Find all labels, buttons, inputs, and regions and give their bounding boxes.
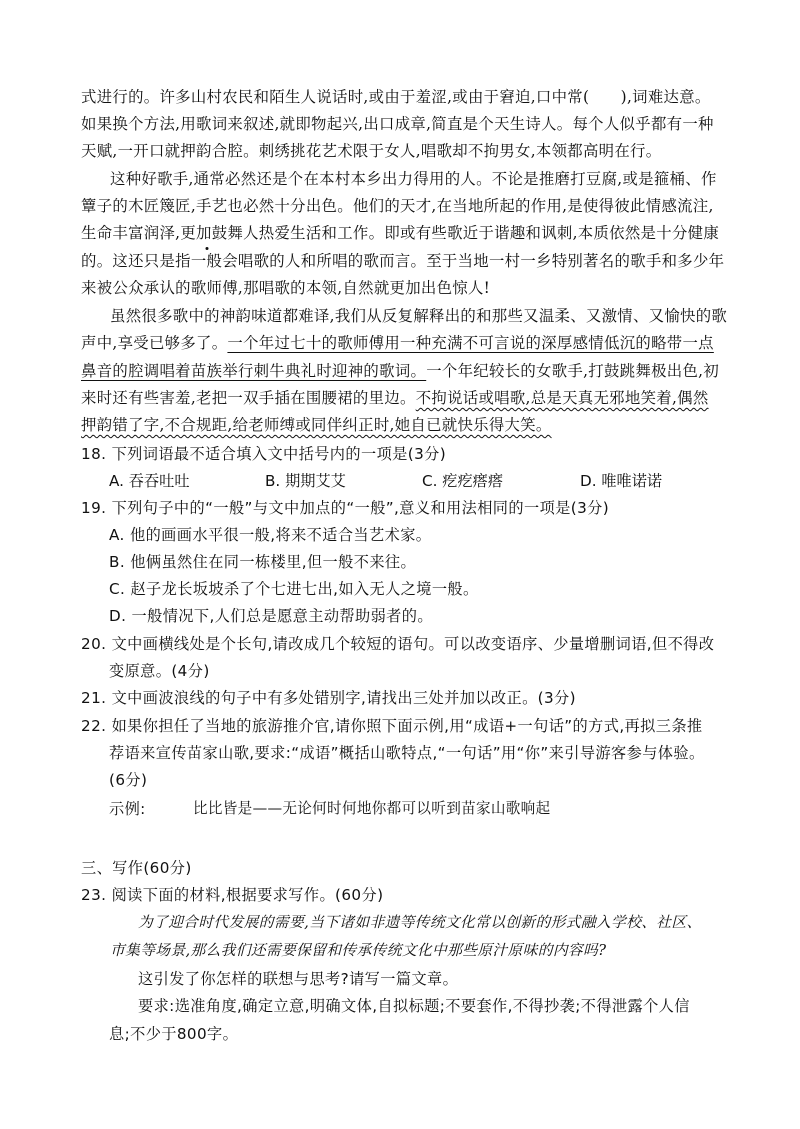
example-text: 比比皆是——无论何时何地你都可以听到苗家山歌响起 xyxy=(193,800,551,817)
q19-option-b: B. 他俩虽然住在同一栋楼里,但一般不来往。 xyxy=(109,553,417,571)
q19-option-a: A. 他的画画水平很一般,将来不适合当艺术家。 xyxy=(109,526,432,544)
underlined-sentence-part-1: 一个年过七十的歌师傅用一种充满不可言说的深厚感情低沉的略带一点 xyxy=(227,334,714,352)
dotted-word-yiban: 一般 xyxy=(190,252,223,270)
passage-line-2: 如果换个方法,用歌词来叙述,就即物起兴,出口成章,简直是个天生诗人。每个人似乎都有一种 xyxy=(81,115,714,133)
q18-option-a: A. 吞吞吐吐 xyxy=(109,472,190,490)
q19-option-c: C. 赵子龙长坂坡杀了个七进七出,如入无人之境一般。 xyxy=(109,580,479,598)
passage-line-8: 来被公众承认的歌师傅,那唱歌的本领,自然就更加出色惊人! xyxy=(81,279,491,297)
question-22-line-2: 荐语来宣传苗家山歌,要求:“成语”概括山歌特点,“一句话”用“你”来引导游客参与体验。 xyxy=(109,744,705,762)
passage-line-3: 天赋,一开口就押韵合腔。刺绣挑花艺术限于女人,唱歌却不拘男女,本领都高明在行。 xyxy=(81,142,662,160)
question-22-line-1: 22. 如果你担任了当地的旅游推介官,请你照下面示例,用“成语+一句话”的方式,再拟三条推 xyxy=(81,717,703,735)
material-line-1: 为了迎合时代发展的需要,当下诸如非遗等传统文化常以创新的形式融入学校、社区、 xyxy=(138,914,702,931)
example-label: 示例: xyxy=(109,800,146,818)
question-18-options xyxy=(109,470,709,492)
q18-option-d: D. 唯唯诺诺 xyxy=(580,472,663,490)
passage-line-9: 虽然很多歌中的神韵味道都难译,我们从反复解释出的和那些又温柔、又激情、又愉快的歌 xyxy=(110,307,728,325)
passage-line-7-end: 会唱歌的人和所唱的歌而言。至于当地一村一乡特别著名的歌手和多少年 xyxy=(222,252,725,270)
passage-line-13 xyxy=(81,414,552,436)
passage-line-12 xyxy=(81,387,709,409)
wavy-sentence-part-2: 押韵错了字,不合规距,给老师缚或同伴纠正时,她自已就快乐得大笑。 xyxy=(81,416,552,434)
passage-line-7-start: 的。这还只是指 xyxy=(81,252,191,270)
question-21: 21. 文中画波浪线的句子中有多处错别字,请找出三处并加以改正。(3分) xyxy=(81,689,576,707)
passage-line-5: 簟子的木匠篾匠,手艺也必然十分出色。他们的天才,在当地所起的作用,是使得彼此情感流注, xyxy=(81,197,714,215)
wavy-sentence-part-1: 不拘说话或唱歌,总是天真无邪地笑着,偶然 xyxy=(415,389,709,407)
question-22-line-3: (6分) xyxy=(109,771,148,789)
passage-line-11 xyxy=(81,360,719,382)
passage-line-4: 这种好歌手,通常必然还是个在本村本乡出力得用的人。不论是推磨打豆腐,或是箍桶、作 xyxy=(110,170,717,188)
passage-line-1: 式进行的。许多山村农民和陌生人说话时,或由于羞涩,或由于窘迫,口中常( ),词难达意。 xyxy=(81,88,711,106)
passage-line-10 xyxy=(81,332,714,354)
passage-line-10-start: 声中,享受已够多了。 xyxy=(81,334,228,352)
requirements-line-1: 要求:选准角度,确定立意,明确文体,自拟标题;不要套作,不得抄袭;不得泄露个人信 xyxy=(138,997,690,1015)
q19-option-d: D. 一般情况下,人们总是愿意主动帮助弱者的。 xyxy=(109,607,433,625)
passage-line-11-end: 一个年纪较长的女歌手,打鼓跳舞极出色,初 xyxy=(426,362,720,380)
material-line-3: 这引发了你怎样的联想与思考?请写一篇文章。 xyxy=(138,970,459,988)
q18-option-b: B. 期期艾艾 xyxy=(265,472,346,490)
question-18: 18. 下列词语最不适合填入文中括号内的一项是(3分) xyxy=(81,445,447,463)
question-19: 19. 下列句子中的“一般”与文中加点的“一般”,意义和用法相同的一项是(3分) xyxy=(81,499,610,517)
passage-line-6: 生命丰富润泽,更加鼓舞人热爱生活和工作。即或有些歌近于谐趣和讽刺,本质依然是十分健康 xyxy=(81,224,720,242)
passage-line-12-start: 来时还有些害羞,老把一双手插在围腰裙的里边。 xyxy=(81,389,416,407)
material-line-2: 市集等场景,那么我们还需要保留和传承传统文化中那些原汁原味的内容吗? xyxy=(110,942,607,959)
question-23: 23. 阅读下面的材料,根据要求写作。(60分) xyxy=(81,886,384,904)
question-20-line-2: 变原意。(4分) xyxy=(109,662,210,680)
writing-section-title: 三、写作(60分) xyxy=(81,859,192,877)
q18-option-c: C. 疙疙瘩瘩 xyxy=(422,472,504,490)
question-20-line-1: 20. 文中画横线处是个长句,请改成几个较短的语句。可以改变语序、少量增删词语,但不得改 xyxy=(81,635,715,653)
requirements-line-2: 息;不少于800字。 xyxy=(109,1025,239,1043)
underlined-sentence-part-2: 鼻音的腔调唱着苗族举行刺牛典礼时迎神的歌词。 xyxy=(81,362,427,380)
passage-line-7 xyxy=(81,250,724,272)
